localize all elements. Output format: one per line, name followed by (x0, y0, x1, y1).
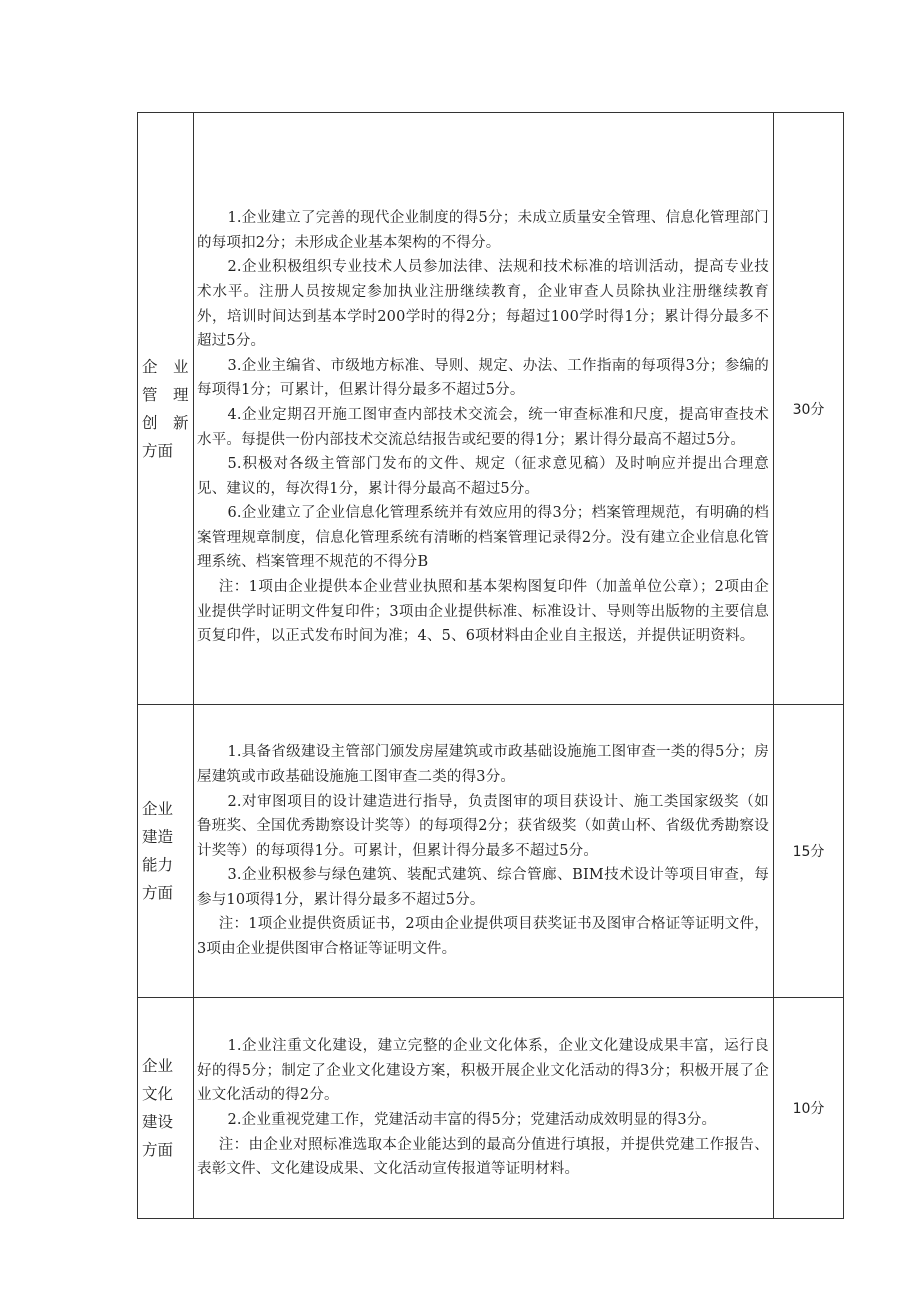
category-line: 企 业 (142, 357, 189, 376)
criteria-item: 6.企业建立了企业信息化管理系统并有效应用的得3分；档案管理规范，有明确的档案管理规章制度，信息化管理系统有清晰的档案管理记录得2分。没有建立企业信息化管理系统、档案管理不规范的不得分B (197, 505, 769, 571)
criteria-item: 3.企业主编省、市级地方标准、导则、规定、办法、工作指南的每项得3分；参编的每项得1分；可累计，但累计得分最多不超过5分。 (197, 357, 769, 399)
score-cell: 30分 (774, 113, 844, 705)
category-line: 方面 (142, 1141, 174, 1159)
criteria-item: 2.对审图项目的设计建造进行指导，负责图审的项目获设计、施工类国家级奖（如鲁班奖、全国优秀勘察设计奖等）的每项得2分；获省级奖（如黄山杯、省级优秀勘察设计奖等）的每项得1分。可累计，但累计得分最多不超过5分。 (197, 793, 769, 859)
category-line: 方面 (142, 884, 174, 902)
criteria-note: 注：由企业对照标准选取本企业能达到的最高分值进行填报，并提供党建工作报告、表彰文件、文化建设成果、文化活动宣传报道等证明材料。 (197, 1136, 769, 1178)
category-cell (138, 113, 194, 705)
category-line: 方面 (142, 441, 174, 460)
evaluation-table (137, 112, 844, 1219)
criteria-note: 注：1项由企业提供本企业营业执照和基本架构图复印件（加盖单位公章）；2项由企业提供学时证明文件复印件；3项由企业提供标准、标准设计、导则等出版物的主要信息页复印件，以正式发布时间为准；4、5、6项材料由企业自主报送，并提供证明资料。 (197, 579, 769, 645)
category-line: 创 新 (142, 413, 189, 432)
criteria-note: 注：1项企业提供资质证书，2项由企业提供项目获奖证书及图审合格证等证明文件，3项由企业提供图审合格证等证明文件。 (197, 916, 769, 958)
category-line: 管 理 (142, 385, 189, 404)
criteria-cell (194, 705, 774, 998)
table-row (138, 705, 844, 998)
criteria-item: 3.企业积极参与绿色建筑、装配式建筑、综合管廊、BIM技术设计等项目审查，每参与10项得1分，累计得分最多不超过5分。 (197, 867, 769, 908)
criteria-item: 4.企业定期召开施工图审查内部技术交流会，统一审查标准和尺度，提高审查技术水平。每提供一份内部技术交流总结报告或纪要的得1分；累计得分最高不超过5分。 (197, 406, 769, 448)
category-line: 能力 (142, 856, 174, 874)
category-line: 建造 (142, 828, 174, 846)
category-line: 建设 (142, 1113, 174, 1131)
criteria-item: 2.企业重视党建工作，党建活动丰富的得5分；党建活动成效明显的得3分。 (227, 1112, 717, 1128)
score-cell: 10分 (774, 998, 844, 1219)
category-line: 企业 (142, 1057, 174, 1075)
criteria-item: 1.企业注重文化建设，建立完整的企业文化体系，企业文化建设成果丰富，运行良好的得5分；制定了企业文化建设方案，积极开展企业文化活动的得3分；积极开展了企业文化活动的得2分。 (197, 1038, 769, 1104)
criteria-item: 5.积极对各级主管部门发布的文件、规定（征求意见稿）及时响应并提出合理意见、建议的，每次得1分，累计得分最高不超过5分。 (197, 456, 769, 497)
criteria-item: 2.企业积极组织专业技术人员参加法律、法规和技术标准的培训活动，提高专业技术水平。注册人员按规定参加执业注册继续教育，企业审查人员除执业注册继续教育外，培训时间达到基本学时200学时的得2分；每超过100学时得1分；累计得分最多不超过5分。 (197, 259, 769, 350)
table-row (138, 998, 844, 1219)
criteria-item: 1.企业建立了完善的现代企业制度的得5分；未成立质量安全管理、信息化管理部门的每项扣2分；未形成企业基本架构的不得分。 (197, 210, 769, 251)
category-line: 文化 (142, 1085, 174, 1103)
score-cell: 15分 (774, 705, 844, 998)
criteria-cell (194, 113, 774, 705)
category-cell (138, 705, 194, 998)
category-cell (138, 998, 194, 1219)
category-line: 企业 (142, 800, 174, 818)
table-row (138, 113, 844, 705)
criteria-cell (194, 998, 774, 1219)
criteria-item: 1.具备省级建设主管部门颁发房屋建筑或市政基础设施施工图审查一类的得5分；房屋建筑或市政基础设施施工图审查二类的得3分。 (197, 744, 769, 785)
